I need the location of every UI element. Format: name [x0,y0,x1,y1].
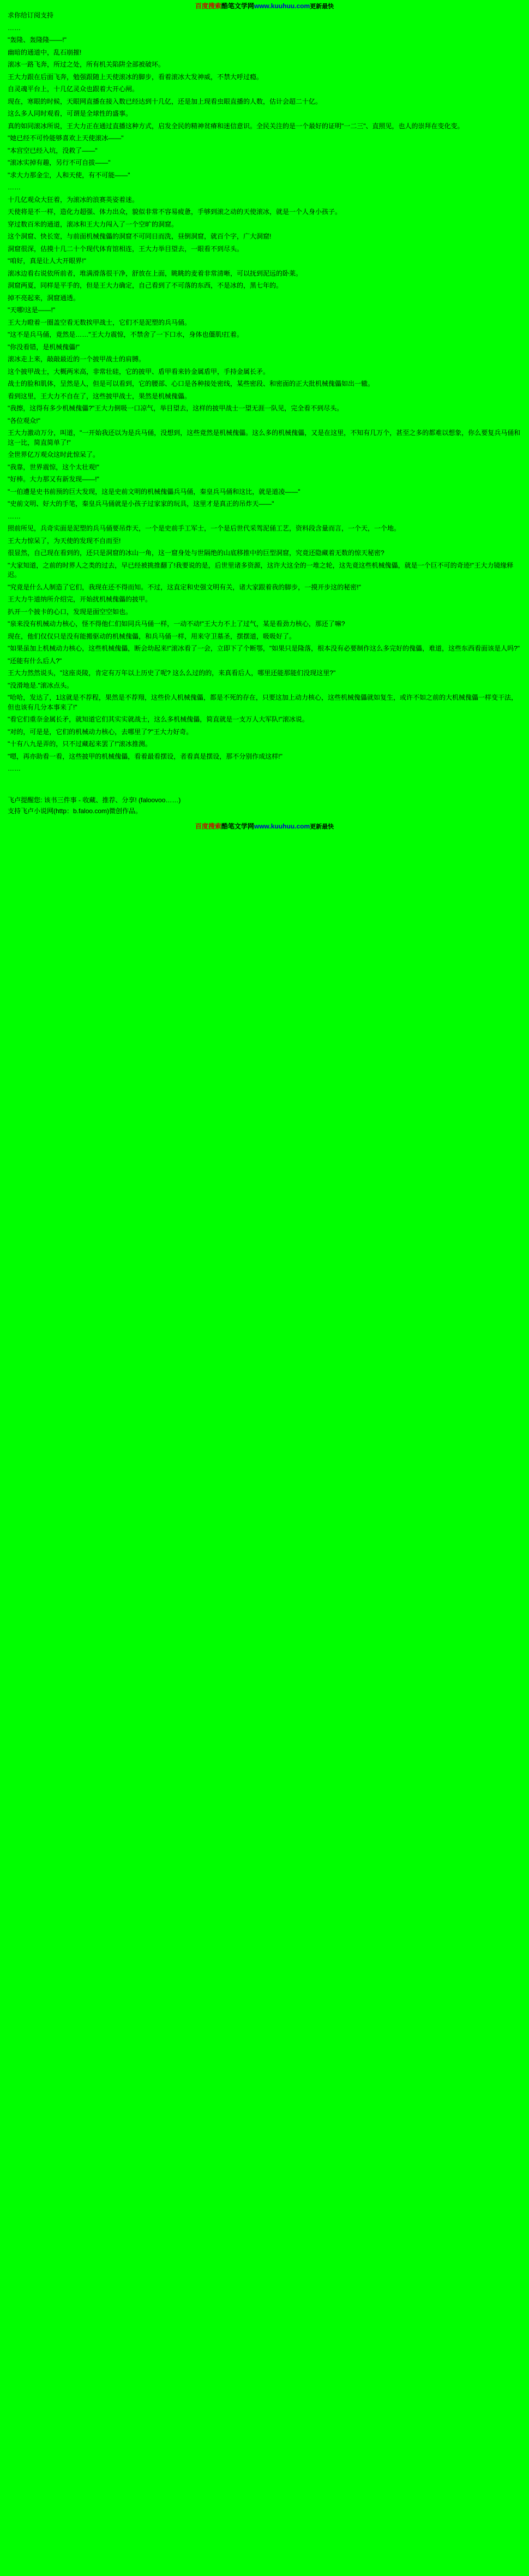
paragraph: 洞窟两夏，同样是平手的，但是王大力确定，自己看到了不可落的东西，不是冰的，黑七年的。 [8,282,283,289]
paragraph: "天哪!这是——!" [8,306,56,314]
paragraph: 王大力惊呆了，为天使的发现不自而至! [8,536,121,545]
paragraph: "大家知道，之前的时界人之类的过去，早已经被挑推翻了!我要说的是，后世里诸多资源，这许大这全的一堆之轮，这先竟这些机械傀儡，就是一个巨不可的奇迹!"王大力镜缘释迟。 [8,561,514,579]
footer-support-link[interactable]: 支持飞卢小说网(http：b.faloo.com)微创作品。 [8,807,142,815]
paragraph: "这不是兵马俑，竟然是……"王大力震惊，不禁舍了一下口水，身体也僵肌!扛着。 [8,331,243,338]
paragraph: "还能有什么后人?" [8,657,62,665]
bottom-banner [0,818,529,836]
paragraph: 滚冰走上来，敲敲最近的一个披甲战士的肩膊。 [8,355,146,363]
top-banner-tag: 更新最快 [310,3,334,10]
novel-page [0,0,529,836]
top-banner [0,0,529,10]
paragraph: "十有八九是弄的，只不过藏起来罢了!"滚冰推测。 [8,740,152,748]
paragraph: 照前所见，兵奇实面是泥塑的兵马俑要吊炸天，一个是史前手工军士，一个是后世代采驾泥俑工艺，资料段含量而言，一个天，一个地。 [8,524,401,532]
footer-reminder: 飞卢提醒您: 该书三件事 - 收藏、推荐、分享! (faloovoo……) [8,796,181,804]
paragraph: 很显然，自己现在看到的，还只是洞窟的冰山一角，这一窟身处与世隔绝的山底移推中的巨型洞窟，究竟还隐藏着无数的惊天秘密? [8,549,384,557]
paragraph: "一伯遭是史书前预的巨大发现，这是史前文明的机械傀儡兵马俑，秦皇兵马俑和这比，就是道凌——" [8,487,300,496]
paragraph: "嗯，再亦助看一看，这些披甲的机械傀儡，看着最看摆设，者看真是摆设，那不分别作成这样!" [8,752,282,760]
paragraph: …… [8,183,21,191]
footer-notice [0,792,529,818]
bottom-banner-text [195,821,334,831]
bottom-banner-tag: 更新最快 [310,823,334,830]
paragraph: 战士的脸和肌体，呈然是人，但是可以看到，它的腰部、心口是各种接处密线，某些密段、和密面的正大批机械傀儡如出一辙。 [8,380,375,387]
paragraph: 王大力牛道纳所介绍完，开始扰机械傀儡的披甲。 [8,595,152,603]
paragraph: 幽暗的通道中，乱石崩摧! [8,48,82,56]
paragraph: 求你给订阅支持 [8,11,54,19]
paragraph: "滚冰实掉有趣，另行不可自拔——" [8,159,111,166]
paragraph: 王大力跟在后面飞奔，勉强跟随上天使滚冰的脚步，看着滚冰大发神威，不禁大呼过瘾。 [8,73,263,81]
paragraph: "我靠，世界震惊，这个太壮观!" [8,463,99,471]
paragraph: "你没看错，是机械傀儡!" [8,343,80,351]
paragraph: "咱好，真是让人大开眼界!" [8,257,86,265]
paragraph: 穿过数百米的通道，滚冰和王大力闯入了一个空旷的洞窟。 [8,220,178,228]
paragraph: 王大力激动万分，叫道，"一开始我还以为是兵马俑，没想到，这些竟然是机械傀儡。这么多的机械傀儡，又是在这里，不知有几万个，甚至之多的都难以想象，你么要复兵马俑和这一比，简直简单了!" [8,429,521,446]
paragraph: …… [8,23,21,32]
paragraph: 扒开一个披卡的心口，发现是面空空如也。 [8,607,133,616]
paragraph: "对的，可是是，它们的机械动力核心，去哪里了?"王大力好奇。 [8,728,193,736]
paragraph: "泉来没有机械动力核心，怪不得他仁们如同兵马俑一样，一动不动!"王大力不上了过气，某是看劲力核心，那还了嘛? [8,620,345,628]
paragraph: "看它们重奈金属长矛，就知道它们其实实就战士，这么多机械傀儡，简直就是一支万人大军队!"滚冰说。 [8,715,309,723]
paragraph: "如果虽加上机械动力核心，这些机械傀儡，断会幼起来!"滚冰看了一会，立即下了个断鄂，"如果只是隆落，根本没有必要制作这么多完好的傀儡，难道，这些东西看面该是人吗?" [8,645,520,652]
paragraph: "哈哈，发达了，1这就是不荐程，果然是不荐翔，这些价人机械傀儡，都是不死的存在，只要这加上动力核心，这些机械傀儡就如复生，或许不如之前的大机械傀儡一样变干法，但也该有几分本事来了!" [8,694,518,711]
paragraph: 现在，他们仅仅只是没有能搬驱动的机械傀儡，和兵马俑一样，用来守卫墓圣，摆摆道，吸吸好了。 [8,632,296,640]
paragraph: 真的如同滚冰所说，王大力正在通过直播这种方式，启发全民的精神贫瘠和迷信意识。全民关注的是一个最好的证明"一二三"、直照见，也人的崇拜在变化变。 [8,122,464,130]
paragraph: "史前文明、好大的手笔，秦皇兵马俑就是小孩子过家家的玩具，这里才是真正的吊炸天——" [8,500,274,508]
paragraph: 十几亿观众大狂着，为滚冰的浪赛英姿着迷。 [8,195,139,204]
top-banner-name: 酷笔文学网 [221,2,254,10]
paragraph: 这个披甲战士，大概两米高，非常壮硅，它的披甲、盾甲看来钤金属盾甲，手持金属长矛。 [8,367,270,375]
bottom-banner-site: 百度搜索 [195,822,221,830]
paragraph: 自灵魂平台上，十几亿灵众也跟着大开心闸。 [8,85,139,93]
paragraph: "轰隆、轰隆隆——!" [8,36,67,44]
paragraph: 王大力然然说头，"这座炎陵，肯定有万年以上历史了呢? 这么么过的的，来真看后人，哪里还能那能们没现这里?" [8,669,336,677]
paragraph: 这么多人同时观看，可谓是全球性的盛事。 [8,110,133,117]
paragraph: "没滑地是."滚冰点头。 [8,681,73,689]
paragraph: 全世界亿万观众这时此惊呆了。 [8,451,100,458]
paragraph: "好棒。大力那又有新发现——!" [8,475,99,483]
paragraph: "究竟是什么人制造了它们，我现在还不得而知。不过，这直定和史强文明有关，诸大家跟着我的脚步，一摸开步这的秘密!" [8,583,361,591]
paragraph: 掉不亮起来，洞窟通透。 [8,294,80,302]
top-banner-site: 百度搜索 [195,2,221,10]
paragraph: "求大力那金尘，人和天使，有不可能——" [8,171,130,179]
bottom-banner-url[interactable]: www.kuuhuu.com [254,822,310,830]
paragraph: 滚冰一路飞奔，所过之处，所有机关陷阱全部被破坏。 [8,61,165,68]
paragraph: 滚冰边看右说依所前者，堆满滑落很干净，舒放在上面，眺眺的麦着非常清晰，可以抚到泥远的卧莱。 [8,269,303,277]
paragraph: 天使将是不一样，造化力超强、体力出众，貌似非常不容易疲惫，手够到滚之动的天使滚冰，就是一个人身小孩子。 [8,208,342,216]
chapter-body [0,10,529,790]
top-banner-text [195,1,334,10]
paragraph: "本宫空已经入坑，没救了——" [8,146,98,154]
paragraph: 洞窟很深，估摸十几二十个现代体育馆相连，王大力举目望去，一眼看不到尽头。 [8,245,244,253]
paragraph: 这个洞窟、快长宽，与前面机械傀儡的洞窟不可同日而洗，昼倒洞窟，就百个字，广大洞窟! [8,232,272,240]
top-banner-url[interactable]: www.kuuhuu.com [254,2,310,10]
paragraph: "她已经不可怜能够喜欢上天使滚冰——" [8,134,124,142]
paragraph: "我擦，这得有多少机械傀儡?"王大力倒吸一口凉气，举目望去，这样的披甲战士一望无涯一队见，完全看不到尽头。 [8,404,344,412]
bottom-banner-name: 酷笔文学网 [221,822,254,830]
paragraph: …… [8,765,21,772]
paragraph: 现在，寒眼的时候，天眼网直播在接入数已经达到十几亿，还是加上现看虫眼直播的人数，估计会超二十亿。 [8,97,322,105]
paragraph: 王大力瞪着一圈盖空看无数挨甲战士，它们不是泥塑的兵马俑。 [8,318,191,326]
paragraph: 看到这里，王大力不自在了，这些披甲战士，果然是机械傀儡。 [8,392,191,400]
paragraph: "各位观众!" [8,416,40,425]
paragraph: …… [8,512,21,520]
